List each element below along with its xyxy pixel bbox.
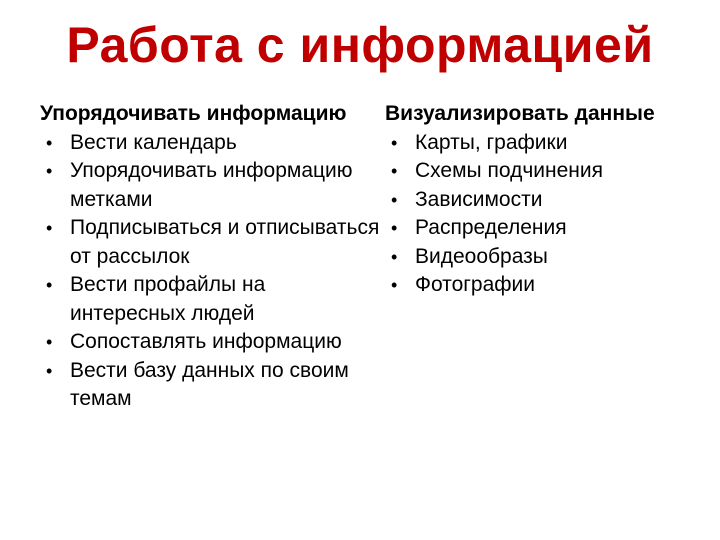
list-item-text: Фотографии — [415, 273, 536, 296]
left-column — [40, 100, 380, 414]
list-item — [40, 129, 380, 158]
bullet-icon: • — [46, 161, 53, 181]
left-bullet-list — [40, 129, 380, 414]
right-column-heading: Визуализировать данные — [385, 102, 655, 125]
list-item — [40, 271, 380, 328]
list-item-text: Зависимости — [415, 187, 543, 211]
bullet-icon: • — [391, 189, 398, 210]
list-item — [385, 214, 710, 243]
list-item-text: Подписываться и отписываться от рассылок — [70, 216, 380, 268]
list-item-text: Схемы подчинения — [415, 159, 603, 182]
list-item — [385, 186, 710, 215]
bullet-icon: • — [46, 132, 53, 153]
list-item-text: Вести календарь — [70, 130, 237, 154]
bullet-icon: • — [391, 275, 398, 295]
list-item — [40, 357, 380, 414]
bullet-icon: • — [46, 360, 53, 381]
left-column-heading: Упорядочивать информацию — [40, 102, 347, 125]
slide-title: Работа с информацией — [66, 17, 654, 73]
list-item — [385, 129, 710, 158]
right-column — [385, 100, 710, 300]
bullet-icon: • — [391, 132, 398, 153]
list-item-text: Видеообразы — [415, 244, 548, 268]
bullet-icon: • — [391, 246, 398, 267]
list-item-text: Вести базу данных по своим темам — [70, 358, 349, 410]
list-item-text: Упорядочивать информацию метками — [70, 159, 353, 211]
list-item-text: Вести профайлы на интересных людей — [70, 273, 266, 325]
list-item — [385, 157, 710, 186]
list-item — [40, 328, 380, 357]
bullet-icon: • — [46, 275, 53, 295]
list-item — [40, 214, 380, 271]
right-bullet-list — [385, 129, 710, 300]
list-item-text: Распределения — [415, 216, 567, 239]
bullet-icon: • — [391, 161, 398, 181]
list-item — [40, 157, 380, 214]
list-item-text: Сопоставлять информацию — [70, 330, 342, 353]
bullet-icon: • — [46, 218, 53, 238]
list-item — [385, 271, 710, 300]
list-item-text: Карты, графики — [415, 130, 568, 154]
bullet-icon: • — [391, 218, 398, 238]
list-item — [385, 243, 710, 272]
bullet-icon: • — [46, 332, 53, 352]
